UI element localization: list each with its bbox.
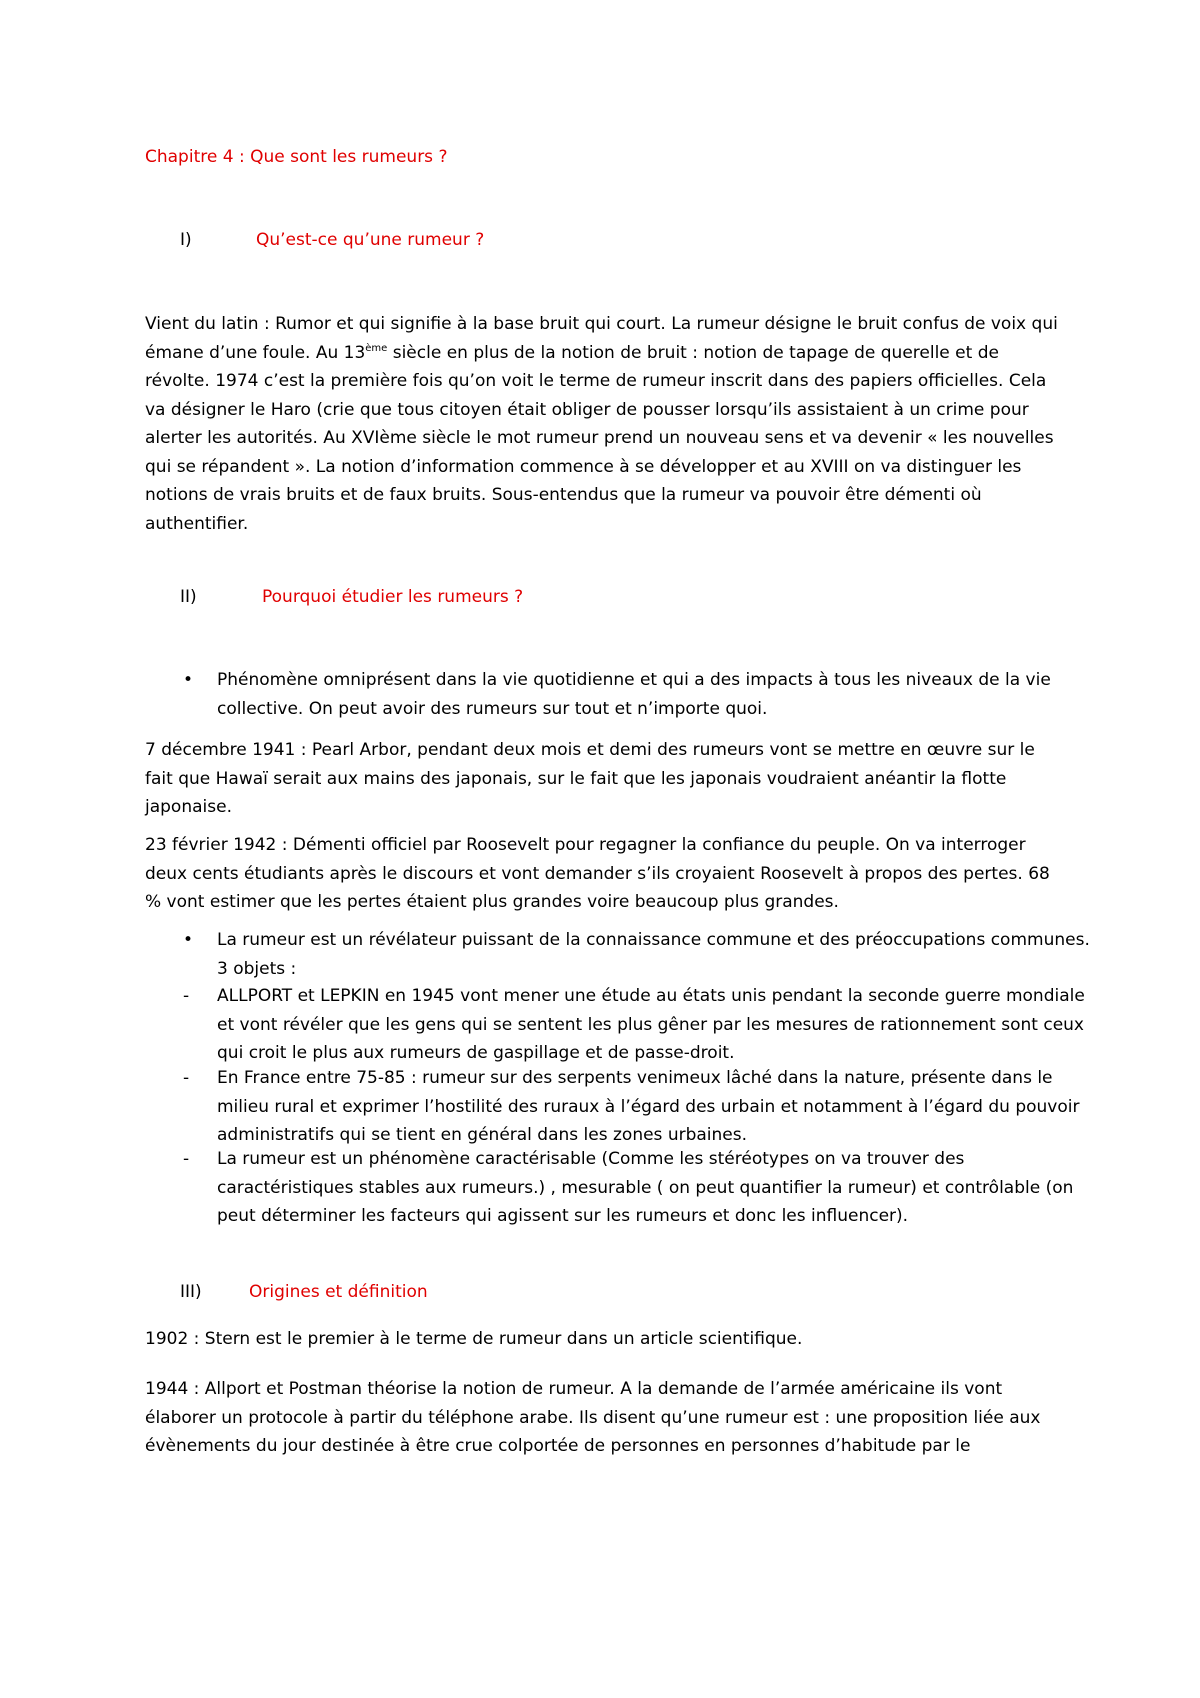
dash-text: La rumeur est un phénomène caractérisable (Comme les stéréotypes on va trouver des caractéristiques stables aux rumeurs.) , mesurable ( on peut quantifier la rumeur) et contrôlable (on peut déterminer les facteurs qui agissent sur les rumeurs et donc les influencer). bbox=[217, 1149, 1074, 1226]
paragraph-pearl-harbor: 7 décembre 1941 : Pearl Arbor, pendant deux mois et demi des rumeurs vont se mettre en œuvre sur le fait que Hawaï serait aux mains des japonais, sur le fait que les japonais voudraient anéantir la flotte japonaise. bbox=[145, 740, 1035, 817]
paragraph-allport-postman: 1944 : Allport et Postman théorise la notion de rumeur. A la demande de l’armée américaine ils vont élaborer un protocole à partir du téléphone arabe. Ils disent qu’une rumeur est : une proposition liée aux évènements du jour destinée à être crue colportée de personnes en personnes d’habitude par le bbox=[145, 1379, 1041, 1456]
bullet-item bbox=[180, 926, 1097, 983]
paragraph-stern: 1902 : Stern est le premier à le terme de rumeur dans un article scientifique. bbox=[145, 1329, 803, 1349]
dash-item bbox=[180, 1145, 1097, 1231]
dash-text: En France entre 75-85 : rumeur sur des serpents venimeux lâché dans la nature, présente dans le milieu rural et exprimer l’hostilité des ruraux à l’égard des urbain et notamment à l’égard du pouvoir administratifs qui se tient en général dans les zones urbaines. bbox=[217, 1068, 1080, 1145]
paragraph-text: Vient du latin : Rumor et qui signifie à la base bruit qui court. La rumeur désigne le bruit confus de voix qui émane d’une foule. Au 13 bbox=[145, 314, 1058, 363]
paragraph-roosevelt: 23 février 1942 : Démenti officiel par Roosevelt pour regagner la confiance du peuple. On va interroger deux cents étudiants après le discours et vont demander s’ils croyaient Roosevelt à propos des pertes. 68 % vont estimer que les pertes étaient plus grandes voire beaucoup plus grandes. bbox=[145, 835, 1050, 912]
chapter-title: Chapitre 4 : Que sont les rumeurs ? bbox=[145, 147, 448, 167]
dash-icon: - bbox=[183, 986, 190, 1006]
superscript: ème bbox=[365, 342, 388, 354]
dash-icon: - bbox=[183, 1149, 190, 1169]
section-heading-2 bbox=[180, 583, 523, 612]
dash-item bbox=[180, 1064, 1097, 1150]
bullet-item bbox=[180, 666, 1097, 723]
dash-icon: - bbox=[183, 1068, 190, 1088]
section-number: II) bbox=[180, 587, 197, 607]
section-number: I) bbox=[180, 230, 192, 250]
section-title: Origines et définition bbox=[249, 1282, 428, 1302]
paragraph-text: siècle en plus de la notion de bruit : notion de tapage de querelle et de révolte. 1974 c’est la première fois qu’on voit le terme de rumeur inscrit dans des papiers officielles. Cela va désigner le Haro (crie que tous citoyen était obliger de pousser lorsqu’ils assistaient à un crime pour alerter les autorités. Au XVIème siècle le mot rumeur prend un nouveau sens et va devenir « les nouvelles qui se répandent ». La notion d’information commence à se développer et au XVIII on va distinguer les notions de vrais bruits et de faux bruits. Sous-entendus que la rumeur va pouvoir être démenti où authentifier. bbox=[145, 342, 1054, 534]
section-heading-3 bbox=[180, 1278, 428, 1307]
section-title: Pourquoi étudier les rumeurs ? bbox=[262, 587, 524, 607]
bullet-text: La rumeur est un révélateur puissant de la connaissance commune et des préoccupations communes. 3 objets : bbox=[217, 930, 1090, 979]
paragraph-origin bbox=[145, 310, 1060, 538]
bullet-text: Phénomène omniprésent dans la vie quotidienne et qui a des impacts à tous les niveaux de la vie collective. On peut avoir des rumeurs sur tout et n’importe quoi. bbox=[217, 670, 1051, 719]
section-heading-1 bbox=[180, 226, 484, 255]
bullet-icon: • bbox=[183, 930, 194, 950]
section-number: III) bbox=[180, 1282, 202, 1302]
dash-text: ALLPORT et LEPKIN en 1945 vont mener une étude au états unis pendant la seconde guerre mondiale et vont révéler que les gens qui se sentent les plus gêner par les mesures de rationnement sont ceux qui croit le plus aux rumeurs de gaspillage et de passe-droit. bbox=[217, 986, 1085, 1063]
section-title: Qu’est-ce qu’une rumeur ? bbox=[256, 230, 485, 250]
dash-item bbox=[180, 982, 1097, 1068]
bullet-icon: • bbox=[183, 670, 194, 690]
